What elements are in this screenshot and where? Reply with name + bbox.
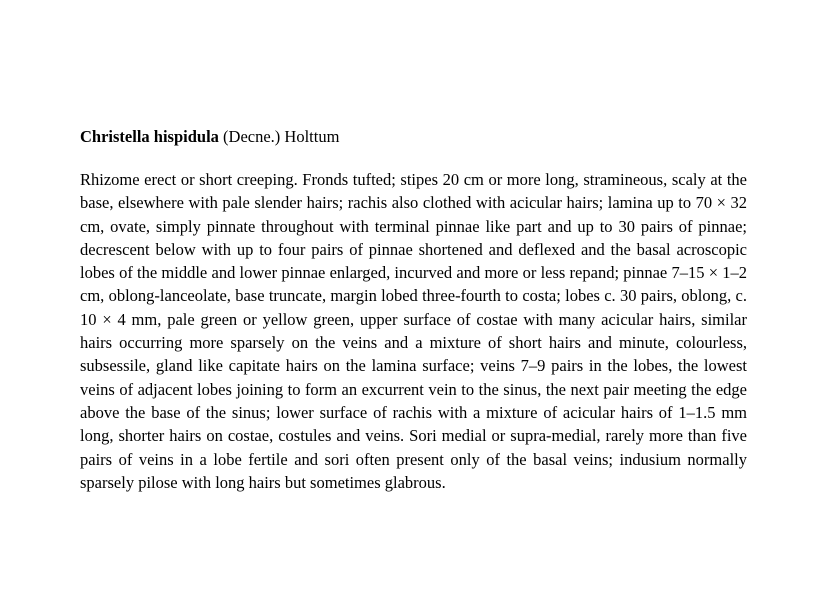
- species-authority: (Decne.) Holttum: [218, 127, 340, 146]
- species-heading: [80, 126, 747, 148]
- species-name: Christella hispidula: [80, 127, 219, 146]
- species-description: Rhizome erect or short creeping. Fronds tufted; stipes 20 cm or more long, stramineous, scaly at the base, elsewhere with pale slender hairs; rachis also clothed with acicular hairs; lamina up to 70 × 32 cm, ovate, simply pinnate throughout with terminal pinnae like part and up to 30 pairs of pinnae; decrescent below with up to four pairs of pinnae shortened and deflexed and the basal acroscopic lobes of the middle and lower pinnae enlarged, incurved and more or less repand; pinnae 7–15 × 1–2 cm, oblong-lanceolate, base truncate, margin lobed three-fourth to costa; lobes c. 30 pairs, oblong, c. 10 × 4 mm, pale green or yellow green, upper surface of costae with many acicular hairs, similar hairs occurring more sparsely on the veins and a mixture of short hairs and minute, colourless, subsessile, gland like capitate hairs on the lamina surface; veins 7–9 pairs in the lobes, the lowest veins of adjacent lobes joining to form an excurrent vein to the sinus, the next pair meeting the edge above the base of the sinus; lower surface of rachis with a mixture of acicular hairs of 1–1.5 mm long, shorter hairs on costae, costules and veins. Sori medial or supra-medial, rarely more than five pairs of veins in a lobe fertile and sori often present only of the basal veins; indusium normally sparsely pilose with long hairs but sometimes glabrous.: [80, 170, 747, 492]
- document-page: [80, 126, 747, 494]
